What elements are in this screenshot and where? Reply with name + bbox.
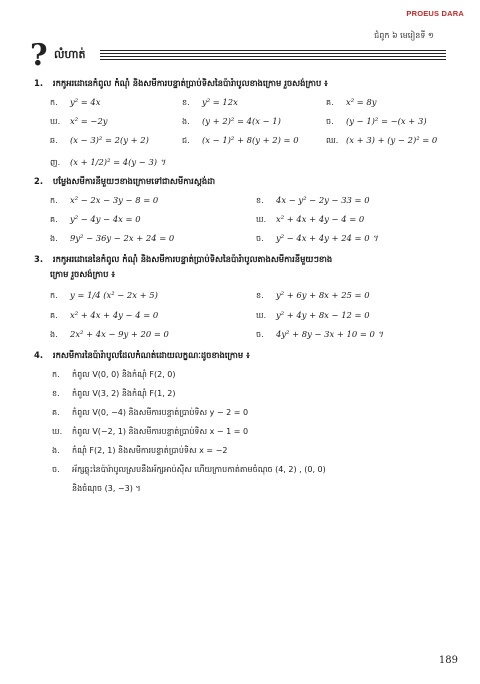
equation: y² + 6y + 8x + 25 = 0 — [276, 290, 370, 300]
item-text: និងចំណុច (3, −3) ។ — [72, 484, 141, 493]
question-1 — [34, 76, 460, 174]
title-rule — [100, 50, 446, 62]
item-label: គ. — [326, 98, 334, 107]
equation: x² = −2y — [70, 116, 108, 126]
equation: y² − 4y − 4x = 0 — [70, 214, 141, 224]
equation: 4x − y² − 2y − 33 = 0 — [276, 195, 370, 205]
item-label: ក. — [50, 291, 58, 300]
item-label: ឆ. — [50, 136, 58, 145]
question-mark-icon: ? — [30, 38, 48, 73]
question-3 — [34, 252, 460, 344]
equation: 2x² + 4x − 9y + 20 = 0 — [70, 329, 169, 339]
sub-item — [34, 422, 460, 441]
item-text: អ័ក្សឆ្លុះនៃប៉ារ៉ាបូលស្របនឹងអ័ក្សអាប់ស៊ីស ហើយក្រាបកាត់តាមចំណុច (4, 2) , (0, 0) — [72, 465, 326, 474]
item-label: គ. — [50, 311, 58, 320]
item-text: កំណុំ F(2, 1) និងសមីការបន្ទាត់ប្រាប់ទិស x = −2 — [72, 446, 228, 455]
equation: y² = 4x — [70, 97, 101, 107]
equation: x² − 2x − 3y − 8 = 0 — [70, 195, 159, 205]
section-header — [30, 38, 446, 73]
equation: y² − 4x + 4y + 24 = 0 ។ — [276, 233, 378, 243]
question-text: រកកូអរដោនេនៃកំពូល កំណុំ និងសមីការបន្ទាត់ប្រាប់ទិសនៃប៉ារ៉ាបូលតាងសមីការនីមួយៗខាង — [52, 254, 333, 264]
equation: x² + 4x + 4y − 4 = 0 — [276, 214, 365, 224]
equation: x² = 8y — [346, 97, 377, 107]
sub-item — [34, 460, 460, 479]
item-label: ក. — [52, 370, 60, 379]
item-label: ខ. — [52, 389, 60, 398]
question-2 — [34, 174, 460, 248]
question-text: រកសមីការនៃប៉ារ៉ាបូលដែលកំណត់ដោយលក្ខណៈដូចខាងក្រោម ៖ — [52, 350, 250, 360]
equation: 9y² − 36y − 2x + 24 = 0 — [70, 233, 175, 243]
item-label: ច. — [326, 117, 334, 126]
equation: (x + 3) + (y − 2)² = 0 — [346, 135, 438, 145]
item-label: ឃ. — [256, 215, 267, 224]
question-number: 4. — [34, 350, 44, 360]
equation: x² + 4x + 4y − 4 = 0 — [70, 310, 159, 320]
page-number: 189 — [438, 655, 458, 666]
exercise-content — [34, 76, 460, 498]
question-number: 1. — [34, 78, 44, 88]
question-text: បម្លែងសមីការនីមួយៗខាងក្រោមទៅជាសមីការស្តង់ដា — [52, 176, 216, 186]
equation: y² = 12x — [202, 97, 238, 107]
item-label: ខ. — [182, 98, 190, 107]
equation: 4y² + 8y − 3x + 10 = 0 ។ — [276, 329, 384, 339]
item-label: ជ. — [182, 136, 190, 145]
sub-item — [34, 479, 460, 498]
item-label: ឃ. — [52, 427, 63, 436]
equation: (x − 1)² + 8(y + 2) = 0 — [202, 135, 299, 145]
item-label: ឃ. — [50, 117, 61, 126]
sub-item — [34, 384, 460, 403]
question-text-continued: ក្រោម រួចសង់ក្រាប ៖ — [50, 269, 116, 279]
sub-item — [34, 365, 460, 384]
item-label: ច. — [52, 465, 60, 474]
question-4 — [34, 348, 460, 498]
question-number: 2. — [34, 176, 44, 186]
item-label: ឃ. — [256, 311, 267, 320]
section-title: លំហាត់ — [54, 48, 86, 61]
item-label: ញ. — [50, 158, 61, 167]
equation: y = 1/4 (x² − 2x + 5) — [70, 290, 158, 300]
item-text: កំពូល V(−2, 1) និងសមីការបន្ទាត់ប្រាប់ទិស x − 1 = 0 — [72, 427, 249, 436]
equation: y² + 4y + 8x − 12 = 0 — [276, 310, 370, 320]
item-label: ខ. — [256, 196, 264, 205]
item-text: កំពូល V(0, 0) និងកំណុំ F(2, 0) — [72, 370, 176, 379]
item-label: ក. — [50, 98, 58, 107]
item-label: ខ. — [256, 291, 264, 300]
item-text: កំពូល V(3, 2) និងកំណុំ F(1, 2) — [72, 389, 176, 398]
item-text: កំពូល V(0, −4) និងសមីការបន្ទាត់ប្រាប់ទិស y − 2 = 0 — [72, 408, 249, 417]
item-label: ឈ. — [326, 136, 339, 145]
question-text: រកកូអរដោនេកំពូល កំណុំ និងសមីការបន្ទាត់ប្រាប់ទិសនៃប៉ារ៉ាបូលខាងក្រោម រួចសង់ក្រាប ៖ — [52, 78, 328, 88]
equation: (x + 1/2)² = 4(y − 3) ។ — [70, 157, 166, 167]
item-label: ង. — [52, 446, 60, 455]
chapter-label: ជំពូក ៦ មេរៀនទី ១ — [374, 31, 434, 40]
item-label: គ. — [52, 408, 60, 417]
item-label: ង. — [50, 234, 58, 243]
equation: (y + 2)² = 4(x − 1) — [202, 116, 281, 126]
item-label: គ. — [50, 215, 58, 224]
item-label: ច. — [256, 234, 264, 243]
item-label: ង. — [182, 117, 190, 126]
sub-item — [34, 441, 460, 460]
equation: (x − 3)² = 2(y + 2) — [70, 135, 149, 145]
item-label: ង. — [50, 330, 58, 339]
brand-label: PROEUS DARA — [406, 9, 464, 18]
equation: (y − 1)² = −(x + 3) — [346, 116, 427, 126]
question-number: 3. — [34, 254, 44, 264]
sub-item — [34, 403, 460, 422]
item-label: ច. — [256, 330, 264, 339]
item-label: ក. — [50, 196, 58, 205]
